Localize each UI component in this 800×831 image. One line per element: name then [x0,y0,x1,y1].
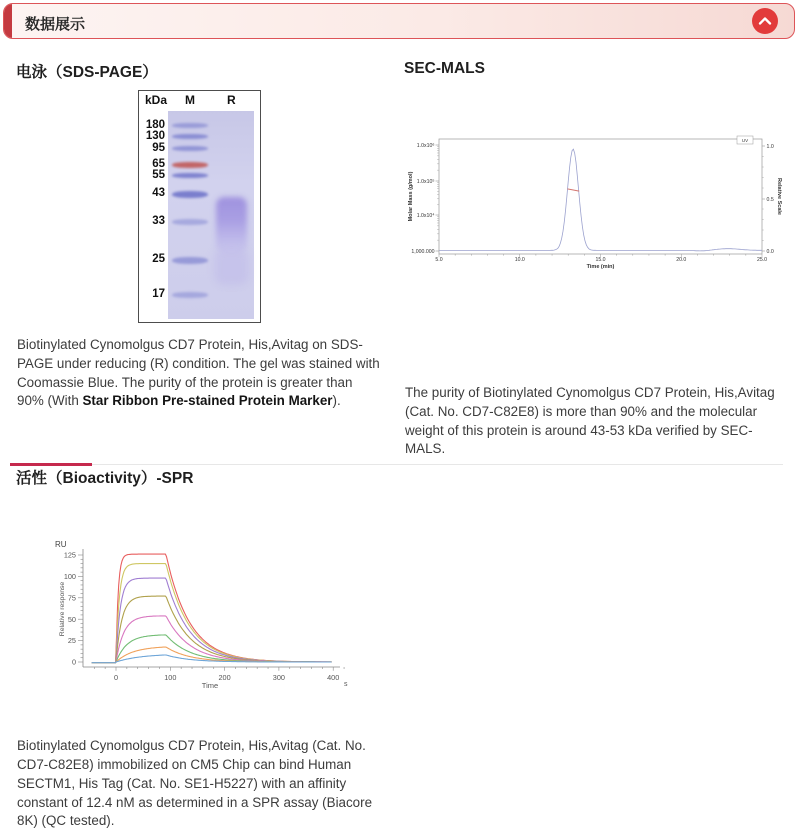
svg-text:RU: RU [55,540,67,550]
gel-marker-label: 95 [152,142,165,154]
sec-mals-column [404,60,784,459]
spr-chart [40,531,370,701]
sds-page-column [16,60,392,459]
svg-text:0: 0 [71,657,76,667]
gel-marker-label: 33 [152,215,165,227]
gel-marker-band [172,219,208,225]
sds-page-title: 电泳（SDS-PAGE） [16,64,158,81]
gel-lane-m-label: M [185,93,195,107]
caption-text-end: ). [332,393,341,409]
svg-text:Molar Mass (g/mol): Molar Mass (g/mol) [408,171,414,222]
svg-text:200: 200 [218,673,231,683]
gel-marker-label: 180 [145,119,165,131]
data-display-header [3,3,795,39]
sec-mals-figure-area [404,130,784,376]
svg-text:1.0x10⁴: 1.0x10⁴ [416,213,435,219]
svg-text:1.0: 1.0 [766,144,774,150]
svg-text:UV: UV [741,138,749,143]
spr-caption: Biotinylated Cynomolgus CD7 Protein, His,Avitag (Cat. No. CD7-C82E8) immobilized on CM5 Chip can bind Human SECTM1, His Tag (Cat. No. SE1-H5227) with an affinity constant of 12.4 nM as determined in a SPR assay (Biacore 8K) (QC tested). [17,738,373,829]
gel-marker-band [172,146,208,151]
divider-line [10,464,783,465]
svg-text:Relative Scale: Relative Scale [776,178,782,215]
caption-text: Biotinylated Cynomolgus CD7 Protein, His,Avitag on SDS-PAGE under reducing (R) condition. The gel was stained with Coomassie Blue. The purity of the protein is greater than 90% (With [17,337,380,409]
gel-marker-band [172,123,208,128]
divider-red-accent [10,463,92,466]
gel-marker-label: 130 [145,130,165,142]
svg-text:0.0: 0.0 [766,249,774,255]
svg-text:s: s [344,681,348,689]
svg-text:25: 25 [67,636,76,646]
top-row [16,60,784,459]
svg-text:1.0x10⁵: 1.0x10⁵ [416,179,435,185]
sample-smear-tail [214,249,249,285]
svg-text:15.0: 15.0 [595,257,606,263]
gel-marker-band [172,173,208,178]
svg-text:10.0: 10.0 [514,257,525,263]
sds-page-caption [17,336,381,411]
section-divider [10,463,790,466]
protein-marker-link[interactable]: Star Ribbon Pre-stained Protein Marker [82,393,333,409]
gel-marker-label: 25 [152,253,165,265]
chevron-up-icon [752,8,778,34]
collapse-button[interactable] [752,8,778,34]
svg-text:25.0: 25.0 [756,257,768,263]
gel-marker-band [172,257,208,264]
svg-text:Time (min): Time (min) [586,264,615,270]
gel-marker-band [172,134,208,139]
gel-marker-band [172,191,208,198]
gel-marker-label: 55 [152,169,165,181]
svg-text:1.0x10⁶: 1.0x10⁶ [416,143,435,149]
svg-text:100: 100 [63,572,76,582]
svg-text:1,000.000: 1,000.000 [411,249,435,255]
gel-unit-label: kDa [145,93,168,107]
svg-text:5.0: 5.0 [435,257,443,263]
page-content [0,38,800,831]
gel-marker-label: 65 [152,158,165,170]
svg-text:50: 50 [67,614,76,624]
svg-text:100: 100 [164,673,177,683]
svg-text:0: 0 [113,673,119,683]
svg-text:20.0: 20.0 [676,257,687,263]
svg-text:300: 300 [272,673,285,683]
svg-text:400: 400 [327,673,340,683]
header-accent-bar [4,4,12,38]
svg-text:Relative response: Relative response [59,581,66,637]
gel-marker-band [172,292,208,298]
header-title: 数据展示 [25,16,86,33]
sample-band-smear [216,197,247,253]
svg-text:75: 75 [67,593,76,603]
sec-mals-title: SEC-MALS [404,60,485,77]
svg-text:125: 125 [63,550,76,560]
gel-body [168,111,254,319]
sds-page-gel-image [138,90,261,323]
svg-text:Time: Time [201,681,219,691]
sds-page-figure-area [16,82,392,328]
gel-marker-label: 17 [152,288,165,300]
gel-marker-label: 43 [152,187,165,199]
sec-mals-chart [404,130,784,270]
gel-lane-r-label: R [227,93,236,107]
svg-text:0.5: 0.5 [766,197,774,203]
gel-marker-band [172,162,208,168]
bioactivity-title: 活性（Bioactivity）-SPR [16,470,194,488]
sec-mals-caption: The purity of Biotinylated Cynomolgus CD7 Protein, His,Avitag (Cat. No. CD7-C82E8) is more than 90% and the molecular weight of this protein is around 43-53 kDa verified by SEC-MALS. [405,385,775,457]
